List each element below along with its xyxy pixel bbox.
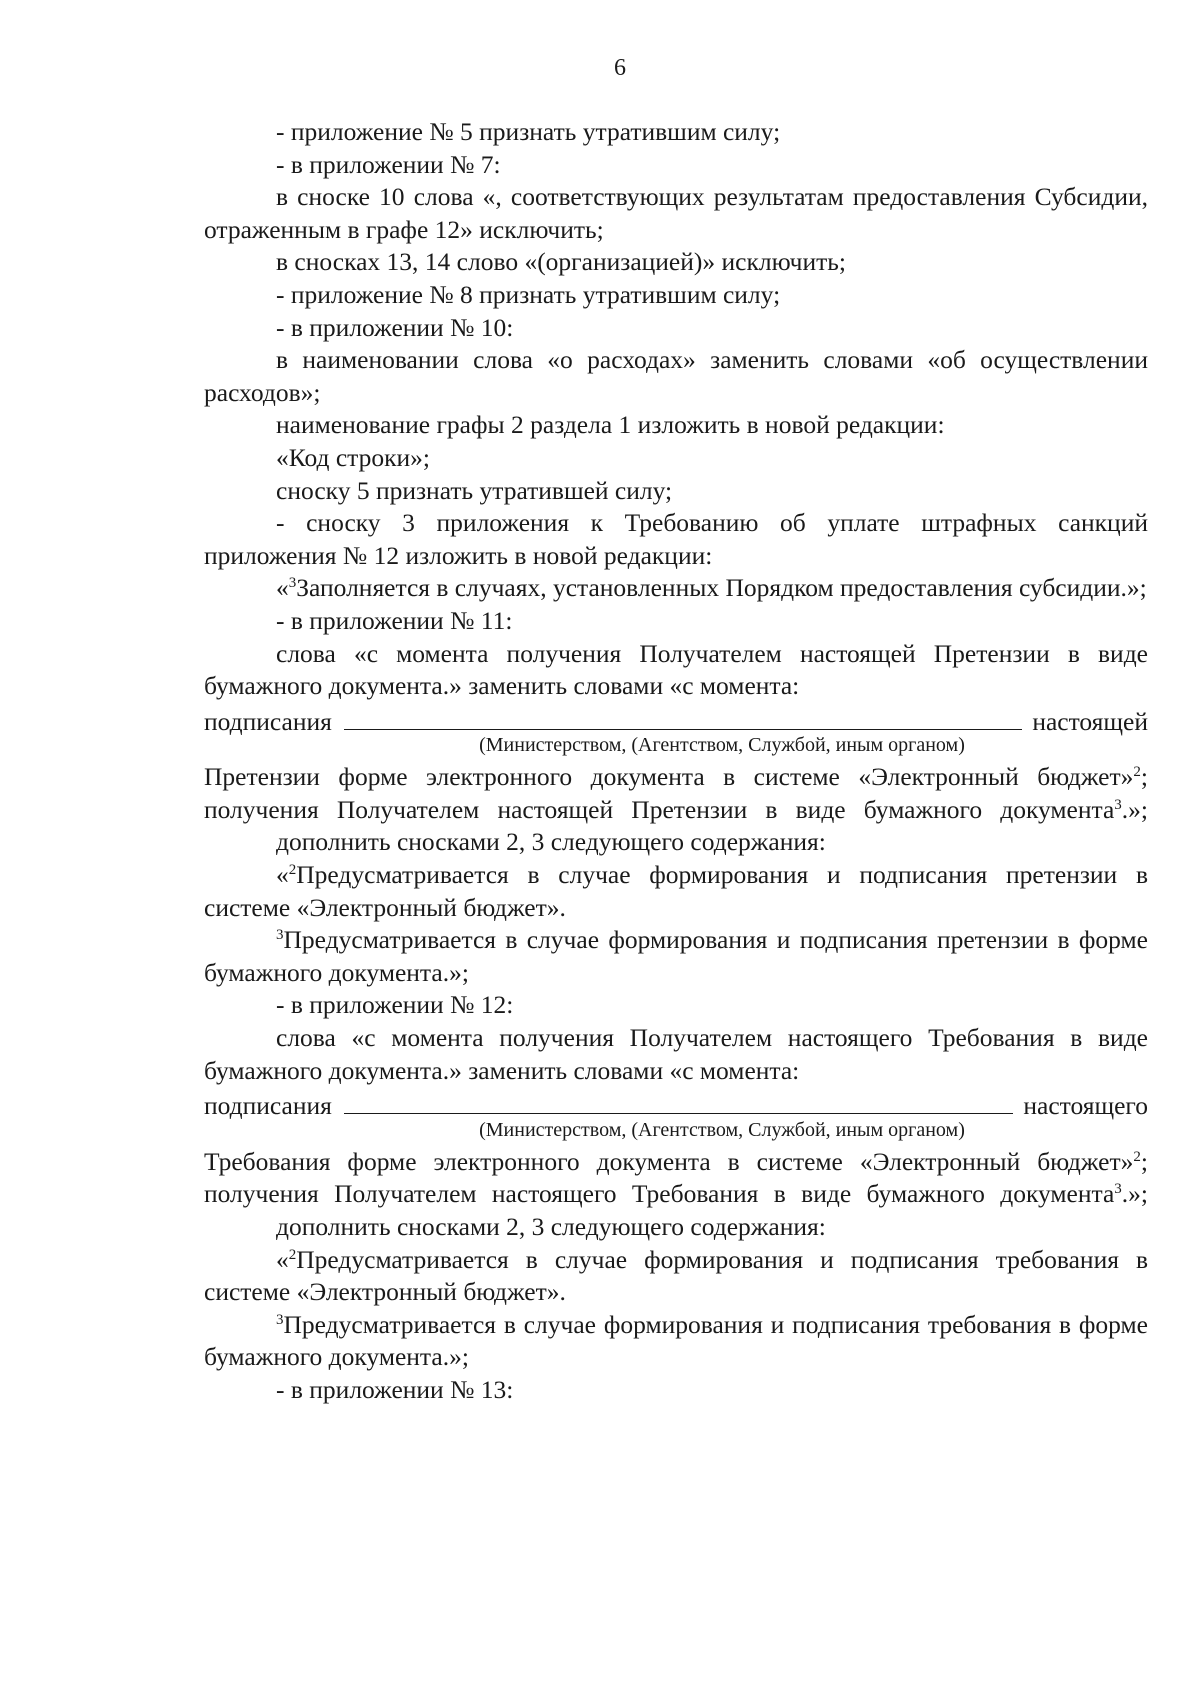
paragraph: - в приложении № 7:: [276, 149, 501, 179]
sign-left-word: подписания: [204, 706, 332, 736]
paragraph: получения Получателем настоящей Претензии в виде бумажного документа$^3$.»;: [204, 794, 1148, 824]
paragraph: наименование графы 2 раздела 1 изложить в новой редакции:: [276, 410, 945, 440]
blank-caption: (Министерством, (Агентством, Службой, иным органом): [479, 1118, 965, 1141]
paragraph: - приложение № 8 признать утратившим силу;: [276, 279, 781, 309]
paragraph: дополнить сносками 2, 3 следующего содержания:: [276, 827, 826, 857]
paragraph: сноску 5 признать утратившей силу;: [276, 475, 673, 505]
paragraph: «Код строки»;: [276, 442, 430, 472]
paragraph: - сноску 3 приложения к Требованию об уплате штрафных санкций приложения № 12 изложить в новой редакции:: [204, 508, 1148, 570]
footnote-paragraph: $^3$Предусматривается в случае формирования и подписания требования в форме бумажного документа.»;: [204, 1309, 1148, 1372]
paragraph: в сносках 13, 14 слово «(организацией)» исключить;: [276, 247, 847, 277]
sign-right-word: настоящего: [1023, 1091, 1148, 1121]
paragraph: слова «с момента получения Получателем настоящего Требования в виде бумажного документа.» заменить словами «с момента:: [204, 1023, 1148, 1085]
paragraph: в наименовании слова «о расходах» заменить словами «об осуществлении расходов»;: [204, 345, 1148, 407]
paragraph: в сноске 10 слова «, соответствующих результатам предоставления Субсидии, отраженным в графе 12» исключить;: [204, 182, 1148, 244]
paragraph: - в приложении № 13:: [276, 1374, 514, 1404]
sign-right-word: настоящей: [1032, 706, 1148, 736]
page-number: 6: [614, 55, 626, 81]
document-body: [204, 116, 1148, 1407]
paragraph: получения Получателем настоящего Требования в виде бумажного документа$^3$.»;: [204, 1179, 1148, 1209]
paragraph: - приложение № 5 признать утратившим силу;: [276, 117, 781, 146]
fill-in-blank: [344, 703, 1022, 730]
paragraph: - в приложении № 12:: [276, 990, 514, 1020]
paragraph: слова «с момента получения Получателем настоящей Претензии в виде бумажного документа.» заменить словами «с момента:: [204, 638, 1148, 701]
paragraph: Требования форме электронного документа в системе «Электронный бюджет»$^2$;: [204, 1146, 1148, 1176]
footnote-paragraph: «$^2$Предусматривается в случае формирования и подписания требования в системе «Электронный бюджет».: [204, 1244, 1148, 1307]
footnote-paragraph: $^3$Предусматривается в случае формирования и подписания претензии в форме бумажного документа.»;: [204, 925, 1148, 987]
sign-left-word: подписания: [204, 1091, 332, 1121]
paragraph: Претензии форме электронного документа в системе «Электронный бюджет»$^2$;: [204, 762, 1148, 792]
paragraph: - в приложении № 10:: [276, 312, 514, 342]
paragraph: - в приложении № 11:: [276, 605, 513, 635]
footnote-paragraph: «$^2$Предусматривается в случае формирования и подписания претензии в системе «Электронный бюджет».: [204, 860, 1148, 922]
fill-in-blank: [344, 1087, 1013, 1114]
footnote-paragraph: «$^3$Заполняется в случаях, установленных Порядком предоставления субсидии.»;: [276, 573, 1147, 603]
blank-caption: (Министерством, (Агентством, Службой, иным органом): [479, 734, 965, 757]
paragraph: дополнить сносками 2, 3 следующего содержания:: [276, 1212, 826, 1241]
